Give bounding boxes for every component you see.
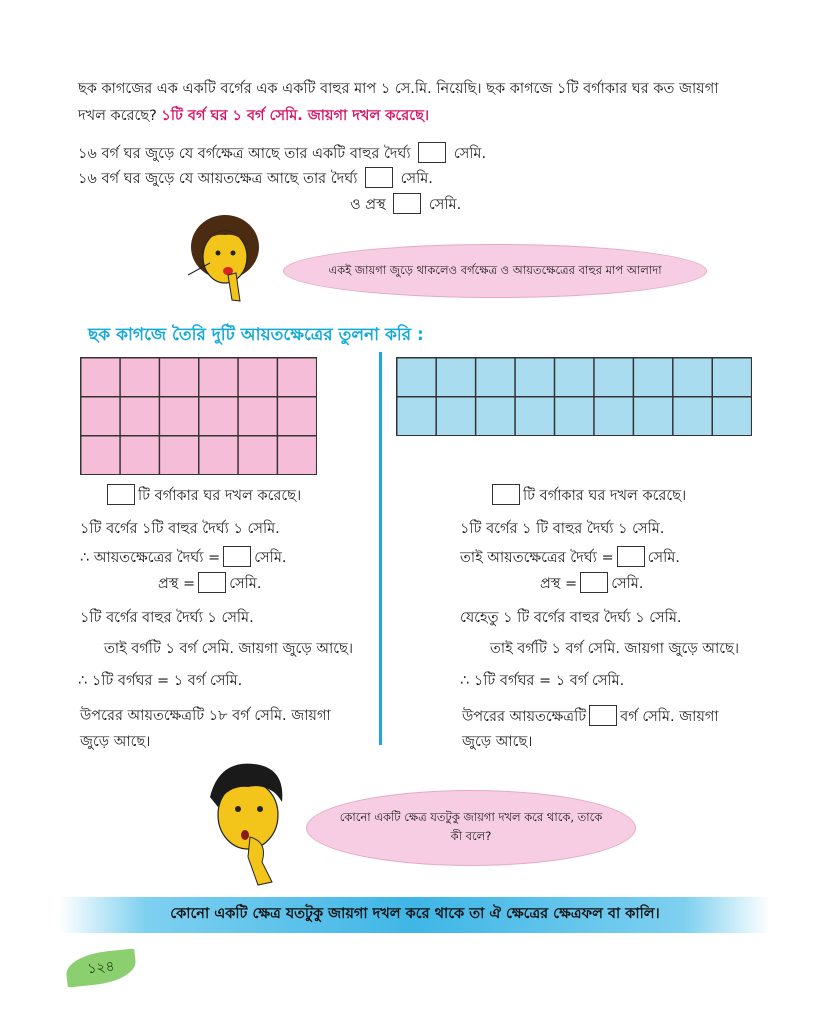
left-length-label: ∴ আয়তক্ষেত্রের দৈর্ঘ্য = (80, 550, 221, 566)
left-occupied-text: টি বর্গাকার ঘর দখল করেছে। (138, 488, 302, 504)
left-width-line (158, 572, 261, 597)
question-rect-length (78, 167, 433, 192)
page-number-leaf (65, 948, 138, 987)
column-divider (379, 352, 382, 745)
answer-box[interactable] (617, 546, 645, 567)
right-length-label: তাই আয়তক্ষেত্রের দৈর্ঘ্য = (460, 550, 614, 566)
answer-box[interactable] (580, 572, 608, 593)
unit-label: সেমি. (254, 550, 287, 566)
right-final-start: উপরের আয়তক্ষেত্রটি (462, 709, 587, 725)
intro-question: দখল করেছে? (78, 108, 157, 124)
question-rect-length-text: ১৬ বর্গ ঘর জুড়ে যে আয়তক্ষেত্র আছে তার দৈর্ঘ্য (78, 171, 358, 187)
answer-box[interactable] (418, 142, 446, 163)
answer-box[interactable] (223, 546, 251, 567)
right-final-end: বর্গ সেমি. জায়গা (620, 709, 719, 725)
left-width-label: প্রস্থ = (158, 576, 196, 592)
right-since-line: যেহেতু ১ টি বর্গের বাহুর দৈর্ঘ্য ১ সেমি. (460, 610, 682, 626)
left-final-line-1: উপরের আয়তক্ষেত্রটি ১৮ বর্গ সেমি. জায়গা (80, 708, 331, 724)
question-square-side-text: ১৬ বর্গ ঘর জুড়ে যে বর্গক্ষেত্র আছে তার একটি বাহুর দৈর্ঘ্য (78, 146, 411, 162)
speech-bubble-2-text: কোনো একটি ক্ষেত্র যতটুকু জায়গা দখল করে থাকে, তাকে কী বলে? (339, 810, 603, 843)
speech-bubble-2 (306, 790, 636, 866)
unit-label: সেমি. (611, 576, 644, 592)
answer-box[interactable] (393, 193, 421, 214)
answer-box[interactable] (492, 484, 520, 505)
boy-illustration (200, 757, 295, 887)
right-occupied-line (489, 484, 686, 509)
unit-label: সেমি. (428, 197, 462, 213)
answer-box[interactable] (107, 484, 135, 505)
right-final-line-1 (462, 705, 719, 730)
unit-label: সেমি. (229, 576, 262, 592)
unit-label: সেমি. (400, 171, 433, 187)
left-therefore-line: ∴ ১টি বর্গঘর = ১ বর্গ সেমি. (78, 673, 243, 689)
intro-line-2 (78, 105, 429, 129)
speech-bubble-1-text: একই জায়গা জুড়ে থাকলেও বর্গক্ষেত্র ও আয়তক্ষেত্রের বাহুর মাপ আলাদা (328, 262, 662, 277)
right-length-line (460, 546, 680, 571)
question-rect-width-text: ও প্রস্থ (350, 197, 386, 213)
right-occupied-text: টি বর্গাকার ঘর দখল করেছে। (523, 488, 687, 504)
left-so-line: তাই বর্গটি ১ বর্গ সেমি. জায়গা জুড়ে আছে। (104, 641, 354, 657)
speech-bubble-1 (283, 244, 707, 298)
left-occupied-line (104, 484, 301, 509)
question-square-side (78, 142, 486, 167)
answer-box[interactable] (589, 705, 617, 726)
answer-box[interactable] (365, 167, 393, 188)
right-final-line-2: জুড়ে আছে। (462, 734, 533, 750)
pink-rectangle-grid (80, 357, 317, 475)
left-length-line (80, 546, 287, 571)
right-so-line: তাই বর্গটি ১ বর্গ সেমি. জায়গা জুড়ে আছে। (490, 641, 740, 657)
intro-line-1: ছক কাগজের এক একটি বর্গের এক একটি বাহুর মাপ ১ সে.মি. নিয়েছি। ছক কাগজে ১টি বর্গাকার ঘর কত জায়গা (78, 81, 719, 97)
girl-illustration (180, 205, 275, 310)
page-number: ১২৪ (86, 958, 116, 978)
right-therefore-line: ∴ ১টি বর্গঘর = ১ বর্গ সেমি. (460, 673, 625, 689)
definition-banner-text: কোনো একটি ক্ষেত্র যতটুকু জায়গা দখল করে থাকে তা ঐ ক্ষেত্রের ক্ষেত্রফল বা কালি। (170, 906, 660, 922)
question-rect-width (350, 193, 461, 218)
answer-box[interactable] (198, 572, 226, 593)
definition-banner (60, 897, 770, 933)
right-side-length: ১টি বর্গের ১ টি বাহুর দৈর্ঘ্য ১ সেমি. (460, 521, 665, 537)
blue-rectangle-grid (396, 357, 752, 436)
right-width-label: প্রস্থ = (540, 576, 578, 592)
right-width-line (540, 572, 643, 597)
left-side-length: ১টি বর্গের ১টি বাহুর দৈর্ঘ্য ১ সেমি. (80, 521, 280, 537)
intro-answer: ১টি বর্গ ঘর ১ বর্গ সেমি. জায়গা দখল করেছে। (161, 108, 430, 124)
left-final-line-2: জুড়ে আছে। (80, 734, 151, 750)
section-heading: ছক কাগজে তৈরি দুটি আয়তক্ষেত্রের তুলনা করি : (88, 325, 424, 345)
left-side-length-2: ১টি বর্গের বাহুর দৈর্ঘ্য ১ সেমি. (80, 610, 254, 626)
unit-label: সেমি. (453, 146, 487, 162)
unit-label: সেমি. (647, 550, 680, 566)
